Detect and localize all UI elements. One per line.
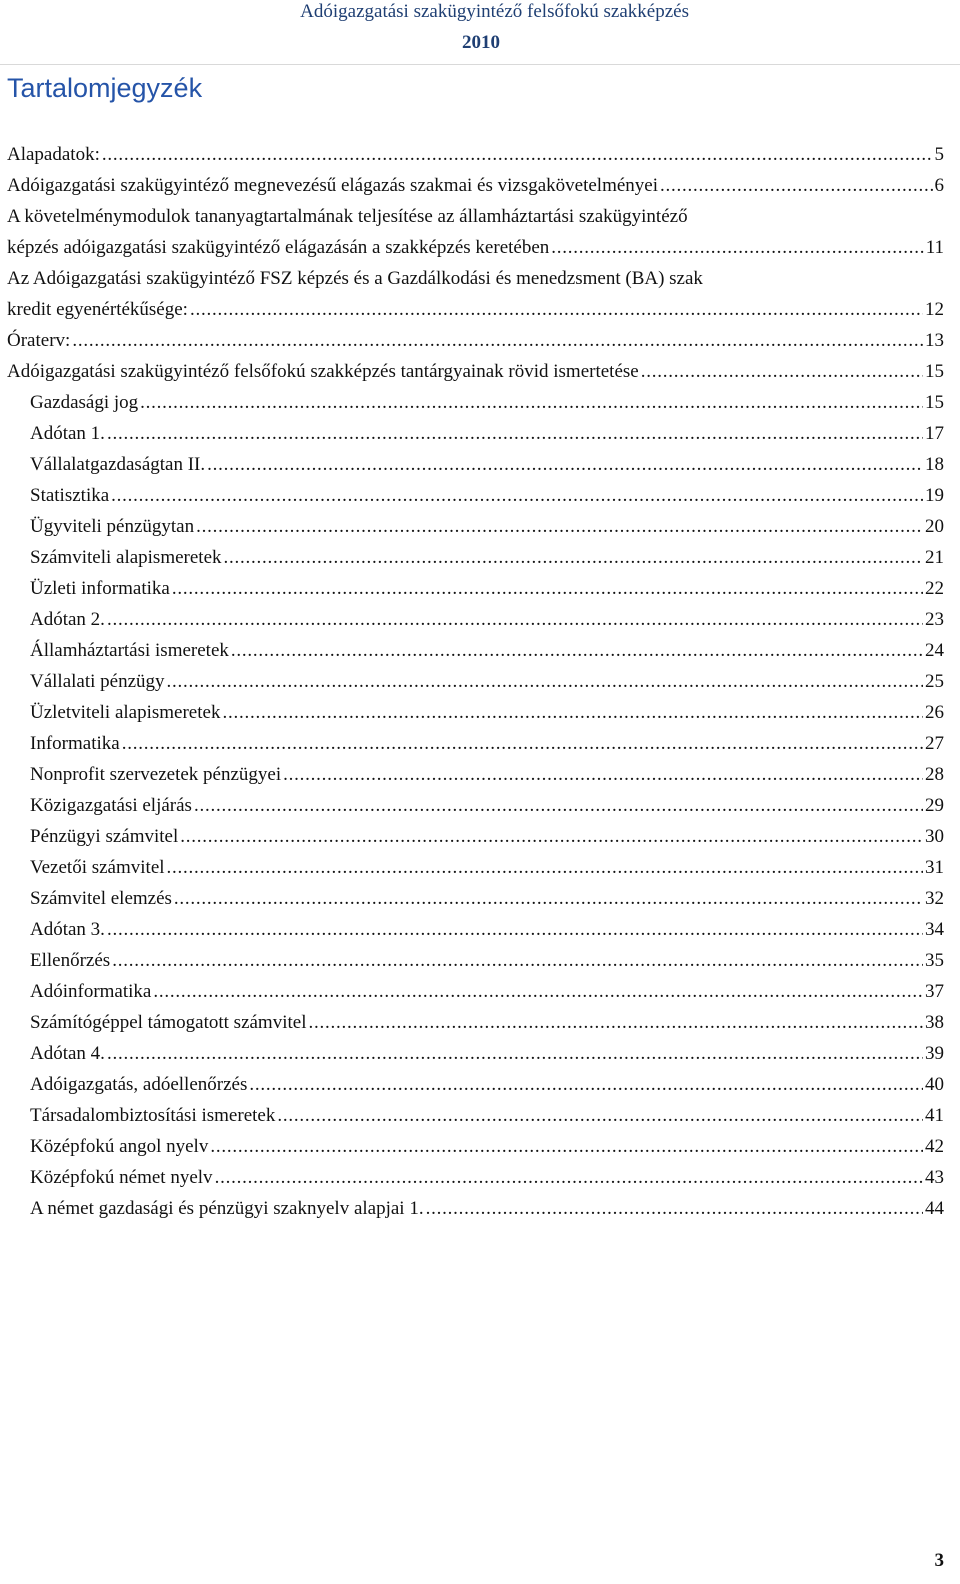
dot-leader bbox=[215, 1162, 923, 1193]
dot-leader bbox=[641, 356, 923, 387]
toc-entry-page: 34 bbox=[925, 919, 944, 940]
toc-entry-page: 38 bbox=[925, 1012, 944, 1033]
toc-entry-title: Nonprofit szervezetek pénzügyei bbox=[30, 764, 282, 785]
toc-entry[interactable] bbox=[7, 1069, 944, 1100]
toc-entry-title: Adótan 2. bbox=[30, 609, 105, 630]
toc-entry-title: Gazdasági jog bbox=[30, 392, 139, 413]
dot-leader bbox=[231, 635, 923, 666]
toc-entry[interactable] bbox=[7, 666, 944, 697]
toc-entry-page: 22 bbox=[925, 578, 944, 599]
toc-entry[interactable] bbox=[7, 635, 944, 666]
toc-entry-title: Ügyviteli pénzügytan bbox=[30, 516, 195, 537]
dot-leader bbox=[107, 604, 923, 635]
dot-leader bbox=[172, 573, 923, 604]
toc-entry-page: 32 bbox=[925, 888, 944, 909]
toc-entry[interactable] bbox=[7, 139, 944, 170]
toc-entry-title: Vállalatgazdaságtan II. bbox=[30, 454, 206, 475]
toc-entry-page: 43 bbox=[925, 1167, 944, 1188]
toc-entry-page: 24 bbox=[925, 640, 944, 661]
header-divider bbox=[0, 64, 960, 65]
toc-entry-page: 27 bbox=[925, 733, 944, 754]
dot-leader bbox=[72, 325, 923, 356]
toc-entry-page: 5 bbox=[934, 144, 944, 165]
toc-entry[interactable] bbox=[7, 914, 944, 945]
header-title: Adóigazgatási szakügyintéző felsőfokú szakképzés bbox=[300, 1, 689, 22]
toc-entry-title: Vállalati pénzügy bbox=[30, 671, 165, 692]
toc-entry-title: Statisztika bbox=[30, 485, 110, 506]
toc-entry-page: 15 bbox=[925, 392, 944, 413]
toc-entry-title: Alapadatok: bbox=[7, 144, 100, 165]
toc-entry[interactable] bbox=[7, 325, 944, 356]
dot-leader bbox=[196, 511, 923, 542]
toc-entry[interactable] bbox=[7, 883, 944, 914]
dot-leader bbox=[102, 139, 933, 170]
toc-entry[interactable] bbox=[7, 170, 944, 201]
toc-entry[interactable] bbox=[7, 1131, 944, 1162]
dot-leader bbox=[249, 1069, 923, 1100]
toc-entry[interactable] bbox=[7, 573, 944, 604]
dot-leader bbox=[111, 480, 923, 511]
dot-leader bbox=[283, 759, 923, 790]
toc-entry[interactable] bbox=[7, 511, 944, 542]
dot-leader bbox=[153, 976, 923, 1007]
dot-leader bbox=[308, 1007, 923, 1038]
toc-entry[interactable] bbox=[7, 1007, 944, 1038]
table-of-contents bbox=[7, 139, 944, 1224]
toc-entry-title: Adóigazgatási szakügyintéző megnevezésű elágazás szakmai és vizsgakövetelményei bbox=[7, 175, 659, 196]
toc-entry-title: Adótan 1. bbox=[30, 423, 105, 444]
toc-entry-page: 19 bbox=[925, 485, 944, 506]
toc-entry[interactable] bbox=[7, 976, 944, 1007]
toc-entry-title: Adótan 3. bbox=[30, 919, 105, 940]
page-header bbox=[0, 0, 960, 67]
toc-entry-page: 29 bbox=[925, 795, 944, 816]
dot-leader bbox=[222, 697, 923, 728]
toc-entry-page: 42 bbox=[925, 1136, 944, 1157]
toc-entry[interactable] bbox=[7, 821, 944, 852]
dot-leader bbox=[122, 728, 923, 759]
dot-leader bbox=[207, 449, 923, 480]
dot-leader bbox=[224, 542, 923, 573]
dot-leader bbox=[190, 294, 923, 325]
toc-entry-page: 6 bbox=[934, 175, 944, 196]
toc-entry-page: 35 bbox=[925, 950, 944, 971]
toc-entry[interactable] bbox=[7, 697, 944, 728]
toc-entry-title: A német gazdasági és pénzügyi szaknyelv alapjai 1. bbox=[30, 1198, 424, 1219]
toc-entry[interactable] bbox=[7, 356, 944, 387]
toc-entry-page: 11 bbox=[925, 237, 944, 258]
toc-entry-title: Államháztartási ismeretek bbox=[30, 640, 229, 661]
toc-entry-page: 39 bbox=[925, 1043, 944, 1064]
toc-entry[interactable] bbox=[7, 790, 944, 821]
toc-entry[interactable] bbox=[7, 542, 944, 573]
toc-entry-page: 37 bbox=[925, 981, 944, 1002]
page-number: 3 bbox=[934, 1550, 944, 1571]
toc-entry-page: 28 bbox=[925, 764, 944, 785]
toc-entry-title: Társadalombiztosítási ismeretek bbox=[30, 1105, 276, 1126]
toc-entry[interactable] bbox=[7, 387, 944, 418]
dot-leader bbox=[140, 387, 923, 418]
toc-entry[interactable] bbox=[7, 945, 944, 976]
toc-entry[interactable] bbox=[7, 852, 944, 883]
dot-leader bbox=[107, 418, 923, 449]
toc-entry-page: 44 bbox=[925, 1198, 944, 1219]
toc-entry-title: Középfokú angol nyelv bbox=[30, 1136, 209, 1157]
toc-entry-title: Üzleti informatika bbox=[30, 578, 170, 599]
dot-leader bbox=[112, 945, 923, 976]
dot-leader bbox=[551, 232, 923, 263]
toc-entry-title-line2: kredit egyenértékűsége: bbox=[7, 299, 188, 320]
toc-entry-title-line1: Az Adóigazgatási szakügyintéző FSZ képzés és a Gazdálkodási és menedzsment (BA) szak bbox=[7, 268, 703, 289]
toc-entry[interactable] bbox=[7, 418, 944, 449]
toc-entry-page: 13 bbox=[925, 330, 944, 351]
toc-entry[interactable] bbox=[7, 1193, 944, 1224]
dot-leader bbox=[660, 170, 932, 201]
toc-entry[interactable] bbox=[7, 480, 944, 511]
toc-entry-page: 30 bbox=[925, 826, 944, 847]
dot-leader bbox=[107, 1038, 923, 1069]
toc-entry-title-line1: A követelménymodulok tananyagtartalmának teljesítése az államháztartási szakügyintéző bbox=[7, 206, 688, 227]
toc-entry-title: Adóigazgatási szakügyintéző felsőfokú szakképzés tantárgyainak rövid ismertetése bbox=[7, 361, 639, 382]
toc-heading: Tartalomjegyzék bbox=[7, 73, 203, 103]
toc-entry-title: Számítógéppel támogatott számvitel bbox=[30, 1012, 307, 1033]
toc-entry-page: 41 bbox=[925, 1105, 944, 1126]
dot-leader bbox=[210, 1131, 923, 1162]
toc-entry-title: Közigazgatási eljárás bbox=[30, 795, 192, 816]
toc-entry-title: Középfokú német nyelv bbox=[30, 1167, 213, 1188]
toc-entry[interactable] bbox=[7, 728, 944, 759]
toc-entry-page: 21 bbox=[925, 547, 944, 568]
toc-entry[interactable] bbox=[7, 604, 944, 635]
toc-entry-page: 17 bbox=[925, 423, 944, 444]
toc-entry-page: 40 bbox=[925, 1074, 944, 1095]
toc-entry-title: Adótan 4. bbox=[30, 1043, 105, 1064]
toc-entry-page: 26 bbox=[925, 702, 944, 723]
toc-entry-title: Pénzügyi számvitel bbox=[30, 826, 179, 847]
toc-entry-title: Ellenőrzés bbox=[30, 950, 111, 971]
toc-entry-page: 18 bbox=[925, 454, 944, 475]
toc-entry[interactable] bbox=[7, 263, 944, 325]
toc-entry-page: 25 bbox=[925, 671, 944, 692]
header-year: 2010 bbox=[462, 32, 500, 53]
toc-entry[interactable] bbox=[7, 1100, 944, 1131]
toc-entry-title: Óraterv: bbox=[7, 330, 71, 351]
dot-leader bbox=[194, 790, 923, 821]
toc-entry[interactable] bbox=[7, 1038, 944, 1069]
toc-entry-page: 20 bbox=[925, 516, 944, 537]
toc-entry[interactable] bbox=[7, 201, 944, 263]
toc-entry[interactable] bbox=[7, 449, 944, 480]
toc-entry-page: 15 bbox=[925, 361, 944, 382]
toc-entry-title: Informatika bbox=[30, 733, 120, 754]
dot-leader bbox=[107, 914, 923, 945]
toc-entry-page: 31 bbox=[925, 857, 944, 878]
dot-leader bbox=[277, 1100, 923, 1131]
dot-leader bbox=[426, 1193, 923, 1224]
toc-entry-title: Vezetői számvitel bbox=[30, 857, 165, 878]
toc-entry-title: Üzletviteli alapismeretek bbox=[30, 702, 221, 723]
toc-entry-title: Számviteli alapismeretek bbox=[30, 547, 222, 568]
toc-entry-page: 23 bbox=[925, 609, 944, 630]
toc-entry-title: Számvitel elemzés bbox=[30, 888, 172, 909]
dot-leader bbox=[180, 821, 923, 852]
toc-entry[interactable] bbox=[7, 1162, 944, 1193]
toc-entry[interactable] bbox=[7, 759, 944, 790]
dot-leader bbox=[174, 883, 923, 914]
toc-entry-title-line2: képzés adóigazgatási szakügyintéző elágazásán a szakképzés keretében bbox=[7, 237, 550, 258]
dot-leader bbox=[167, 852, 923, 883]
toc-entry-title: Adóinformatika bbox=[30, 981, 152, 1002]
dot-leader bbox=[167, 666, 923, 697]
toc-entry-title: Adóigazgatás, adóellenőrzés bbox=[30, 1074, 248, 1095]
toc-entry-page: 12 bbox=[925, 299, 944, 320]
